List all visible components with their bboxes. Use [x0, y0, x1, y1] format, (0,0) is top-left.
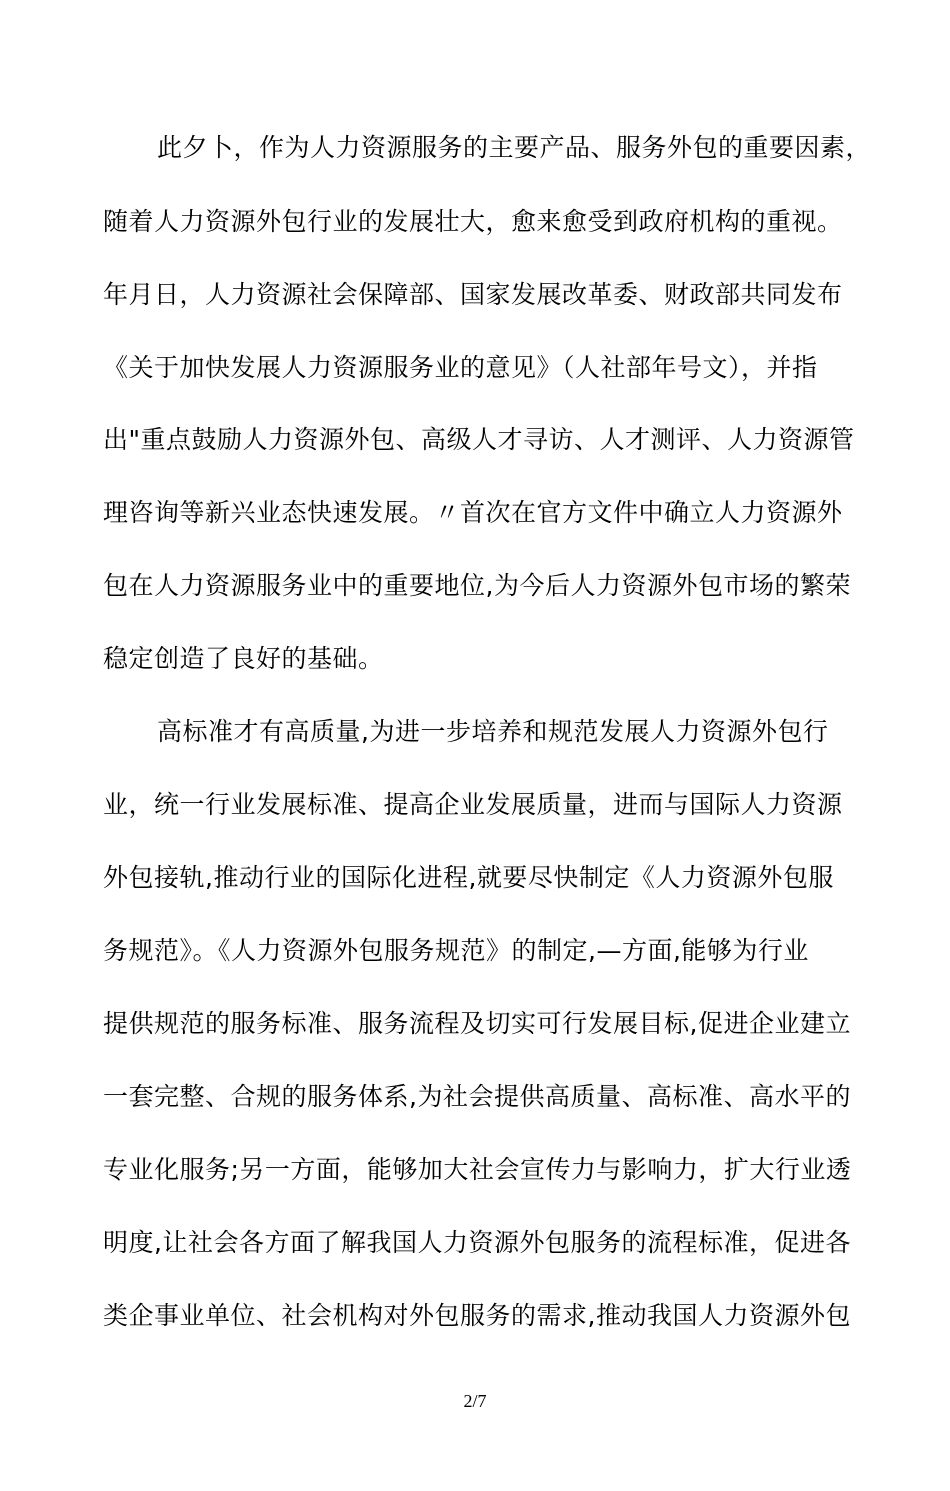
paragraph-1-line-8: 稳定创造了良好的基础。 [103, 644, 384, 673]
paragraph-1-line-7: 包在人力资源服务业中的重要地位,为今后人力资源外包市场的繁荣 [103, 571, 851, 600]
paragraph-2-line-3: 外包接轨,推动行业的国际化进程,就要尽快制定《人力资源外包服 [103, 863, 834, 892]
paragraph-1-line-1: 此夕卜，作为人力资源服务的主要产品、服务外包的重要因素， [157, 133, 872, 162]
paragraph-1-line-2: 随着人力资源外包行业的发展壮大，愈来愈受到政府机构的重视。 [103, 207, 843, 236]
paragraph-2-line-4: 务规范》。《人力资源外包服务规范》的制定,—方面,能够为行业 [103, 936, 809, 965]
paragraph-2-line-8: 明度,让社会各方面了解我国人力资源外包服务的流程标准，促进各 [103, 1228, 851, 1257]
paragraph-2-line-6: 一套完整、合规的服务体系,为社会提供高质量、高标准、高水平的 [103, 1082, 851, 1111]
paragraph-1-line-6: 理咨询等新兴业态快速发展。〃首次在官方文件中确立人力资源外 [103, 498, 843, 527]
paragraph-1-line-5: 出"重点鼓励人力资源外包、高级人才寻访、人才测评、人力资源管 [103, 425, 855, 454]
paragraph-2-line-5: 提供规范的服务标准、服务流程及切实可行发展目标,促进企业建立 [103, 1009, 851, 1038]
paragraph-1-line-3: 年月日，人力资源社会保障部、国家发展改革委、财政部共同发布 [103, 280, 843, 309]
paragraph-2-line-1: 高标准才有高质量,为进一步培养和规范发展人力资源外包行 [157, 717, 829, 746]
paragraph-2-line-9: 类企事业单位、社会机构对外包服务的需求,推动我国人力资源外包 [103, 1301, 851, 1330]
paragraph-2-line-2: 业，统一行业发展标准、提高企业发展质量，进而与国际人力资源 [103, 790, 843, 819]
paragraph-1-line-4: 《关于加快发展人力资源服务业的意见》（人社部年号文），并指 [103, 353, 818, 382]
paragraph-2-line-7: 专业化服务;另一方面，能够加大社会宣传力与影响力，扩大行业透 [103, 1155, 852, 1184]
page-number: 2/7 [463, 1391, 487, 1411]
